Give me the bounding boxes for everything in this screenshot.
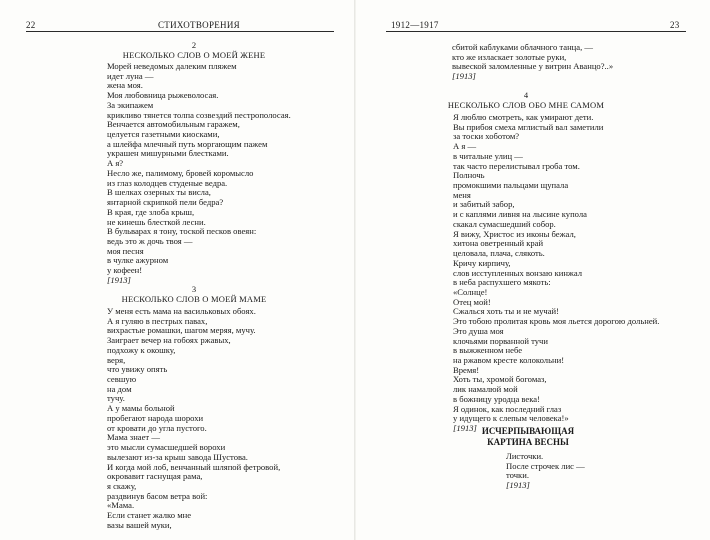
poem-line: вывеской заломленные у витрин Аванцо?..»	[452, 61, 614, 72]
poem-line: Кричу кирпичу,	[453, 257, 511, 268]
poem-line: украшен мишурными блестками.	[107, 148, 229, 159]
poem-line: это мысли сумасшедшей ворохи	[107, 442, 226, 453]
poem-line: сбитой каблуками облачного танца, —	[452, 42, 593, 52]
poem-line: Полночь	[453, 170, 485, 181]
poem-body	[506, 452, 585, 491]
left-page	[0, 0, 354, 540]
poem-line: Я одинок, как последний глаз	[453, 403, 562, 414]
header-rule-right	[386, 31, 686, 32]
poem-line: так часто перелистывал гроба том.	[453, 160, 580, 171]
poem-line: А я —	[453, 141, 477, 152]
poem-line: В шелках озерных ты висла,	[107, 187, 211, 198]
poem-line: за тоски хоботом?	[453, 131, 520, 142]
poem-line: в выжженном небе	[453, 345, 523, 356]
poem-line: целуется газетными киосками,	[107, 129, 220, 140]
poem-title-line: ИСЧЕРПЫВАЮЩАЯ	[481, 426, 575, 436]
poem-body	[107, 62, 291, 286]
header-rule-left	[26, 31, 334, 32]
page-number-left: 22	[26, 20, 36, 30]
poem-line: вазы вашей муки,	[107, 519, 172, 530]
poem-line: жена моя.	[107, 80, 143, 91]
poem-line: Листочки.	[506, 451, 544, 461]
poem-line: У меня есть мама на васильковых обоях.	[107, 306, 256, 316]
poem-line: Сжалься хоть ты и не мучай!	[453, 306, 559, 317]
right-page	[356, 0, 710, 540]
poem-line: Моя любовница рыжеволосая.	[107, 90, 219, 101]
poem-line: а шлейфа млечный путь моргающим пажем	[107, 138, 268, 149]
poem-line: у кофеен!	[107, 265, 143, 276]
poem-line: В бульварах я тону, тоской песков овеян:	[107, 226, 257, 237]
poem-title: НЕСКОЛЬКО СЛОВ О МОЕЙ ЖЕНЕ	[122, 50, 266, 60]
poem-line: меня	[453, 189, 471, 200]
poem-title: НЕСКОЛЬКО СЛОВ О МОЕЙ МАМЕ	[121, 294, 267, 304]
poem-line: Несло же, палимому, бровей коромысло	[107, 167, 254, 178]
poem-line: в божницу уродца века!	[453, 393, 540, 404]
poem-line: промокшими пальцами щупала	[453, 180, 569, 191]
poem-line: тучу.	[107, 393, 125, 404]
poem-line: в чулке ажурном	[107, 255, 169, 266]
poem-line: и с каплями ливня на лысине купола	[453, 209, 587, 220]
poem-number: 4	[523, 90, 529, 100]
poem-line: кто же изласкает золотые руки,	[452, 51, 567, 62]
poem-line: в читальне улиц —	[453, 150, 523, 161]
poem-line: Я люблю смотреть, как умирают дети.	[453, 112, 594, 122]
poem-line: раздвинув басом ветра вой:	[107, 490, 208, 501]
poem-line: моя песня	[107, 245, 144, 256]
poem-line: целовала, плача, слякоть.	[453, 248, 545, 259]
poem-date: [1913]	[506, 480, 530, 491]
poem-line: Время!	[453, 364, 480, 375]
poem-line: и забитый забор,	[453, 199, 515, 210]
poem-line: Венчается автомобильным гаражем,	[107, 119, 240, 130]
poem-line: пробегают народа шорохи	[107, 412, 204, 423]
poem-line: окровавит гаснущая рама,	[107, 471, 203, 482]
poem-line: из глаз колодцев студеные ведра.	[107, 177, 228, 188]
poem-line: точки.	[506, 470, 529, 481]
poem-line: скакал сумасшедший собор.	[453, 218, 556, 229]
poem-line: За экипажем	[107, 99, 154, 110]
poem-line: Если станет жалко мне	[107, 510, 192, 521]
poem-line: Это душа моя	[453, 325, 504, 336]
poem-line: янтарной скрипкой пели бедра?	[107, 197, 224, 208]
poem-line: я скажу,	[107, 480, 137, 491]
poem-line: «Мама.	[107, 500, 135, 511]
poem-line: Морей неведомых далеким пляжем	[107, 61, 237, 71]
poem-line: В края, где злоба крыш,	[107, 206, 195, 217]
poem-line: Это тобою пролитая кровь моя льется дорогою дольней.	[453, 316, 660, 327]
poem-line: в неба распухшего мякоть:	[453, 277, 551, 288]
poem-line: хитона оветренный край	[453, 238, 544, 249]
poem-line: веря,	[107, 354, 126, 365]
poem-date: [1913]	[453, 423, 477, 433]
poem-line: от кровати до угла пустого.	[107, 422, 207, 433]
poem-line: слов исступленных вонзаю кинжал	[453, 267, 583, 278]
poem-line: клочьями порванной тучи	[453, 335, 548, 346]
poem-continuation	[452, 43, 613, 82]
poem-line: Отец мой!	[453, 296, 491, 307]
poem-line: После строчек лис —	[506, 460, 585, 471]
poem-line: А я гуляю в пестрых павах,	[107, 315, 208, 326]
page-number-right: 23	[670, 20, 680, 30]
running-head-left: СТИХОТВОРЕНИЯ	[158, 20, 240, 30]
poem-line: идет луна —	[107, 70, 154, 81]
poem-line: «Солнце!	[453, 286, 488, 297]
poem-line: А я?	[107, 158, 124, 169]
poem-line: у идущего к слепым человека!»	[453, 413, 569, 424]
poem-line: Мама знает —	[107, 432, 160, 443]
poem-line: крикливо тянется толпа созвездий пестрополосая.	[107, 109, 291, 120]
poem-line: что увижу опять	[107, 364, 168, 375]
poem-title: НЕСКОЛЬКО СЛОВ ОБО МНЕ САМОМ	[447, 100, 605, 110]
poem-line: Хоть ты, хромой богомаз,	[453, 374, 547, 385]
poem-number: 3	[191, 284, 197, 294]
running-head-right: 1912—1917	[391, 20, 439, 30]
poem-title	[428, 426, 628, 448]
poem-line: Заиграет вечер на гобоях ржавых,	[107, 335, 231, 346]
poem-line: подхожу к окошку,	[107, 344, 176, 355]
poem-number: 2	[191, 40, 197, 50]
poem-line: на ржавом кресте колокольни!	[453, 354, 565, 365]
poem-title-line: КАРТИНА ВЕСНЫ	[487, 437, 569, 447]
poem-body	[107, 307, 280, 531]
poem-line: Вы прибоя смеха мглистый вал заметили	[453, 121, 604, 132]
poem-line: Я вижу, Христос из иконы бежал,	[453, 228, 576, 239]
poem-line: вылезают из-за крыш завода Шустова.	[107, 451, 248, 462]
poem-line: севшую	[107, 374, 137, 385]
poem-line: И когда мой лоб, венчанный шляпой фетровой,	[107, 461, 281, 472]
poem-body	[453, 113, 659, 434]
poem-date: [1913]	[107, 274, 131, 285]
poem-line: А у мамы больной	[107, 403, 175, 414]
poem-line: на дом	[107, 383, 132, 394]
poem-line: ведь это ж дочь твоя —	[107, 235, 193, 246]
poem-line: не кинешь блесткой лесни.	[107, 216, 206, 227]
poem-line: лик намалюй мой	[453, 384, 518, 395]
poem-date: [1913]	[452, 71, 476, 82]
poem-line: вихрастые ромашки, шагом меряя, мучу.	[107, 325, 256, 336]
